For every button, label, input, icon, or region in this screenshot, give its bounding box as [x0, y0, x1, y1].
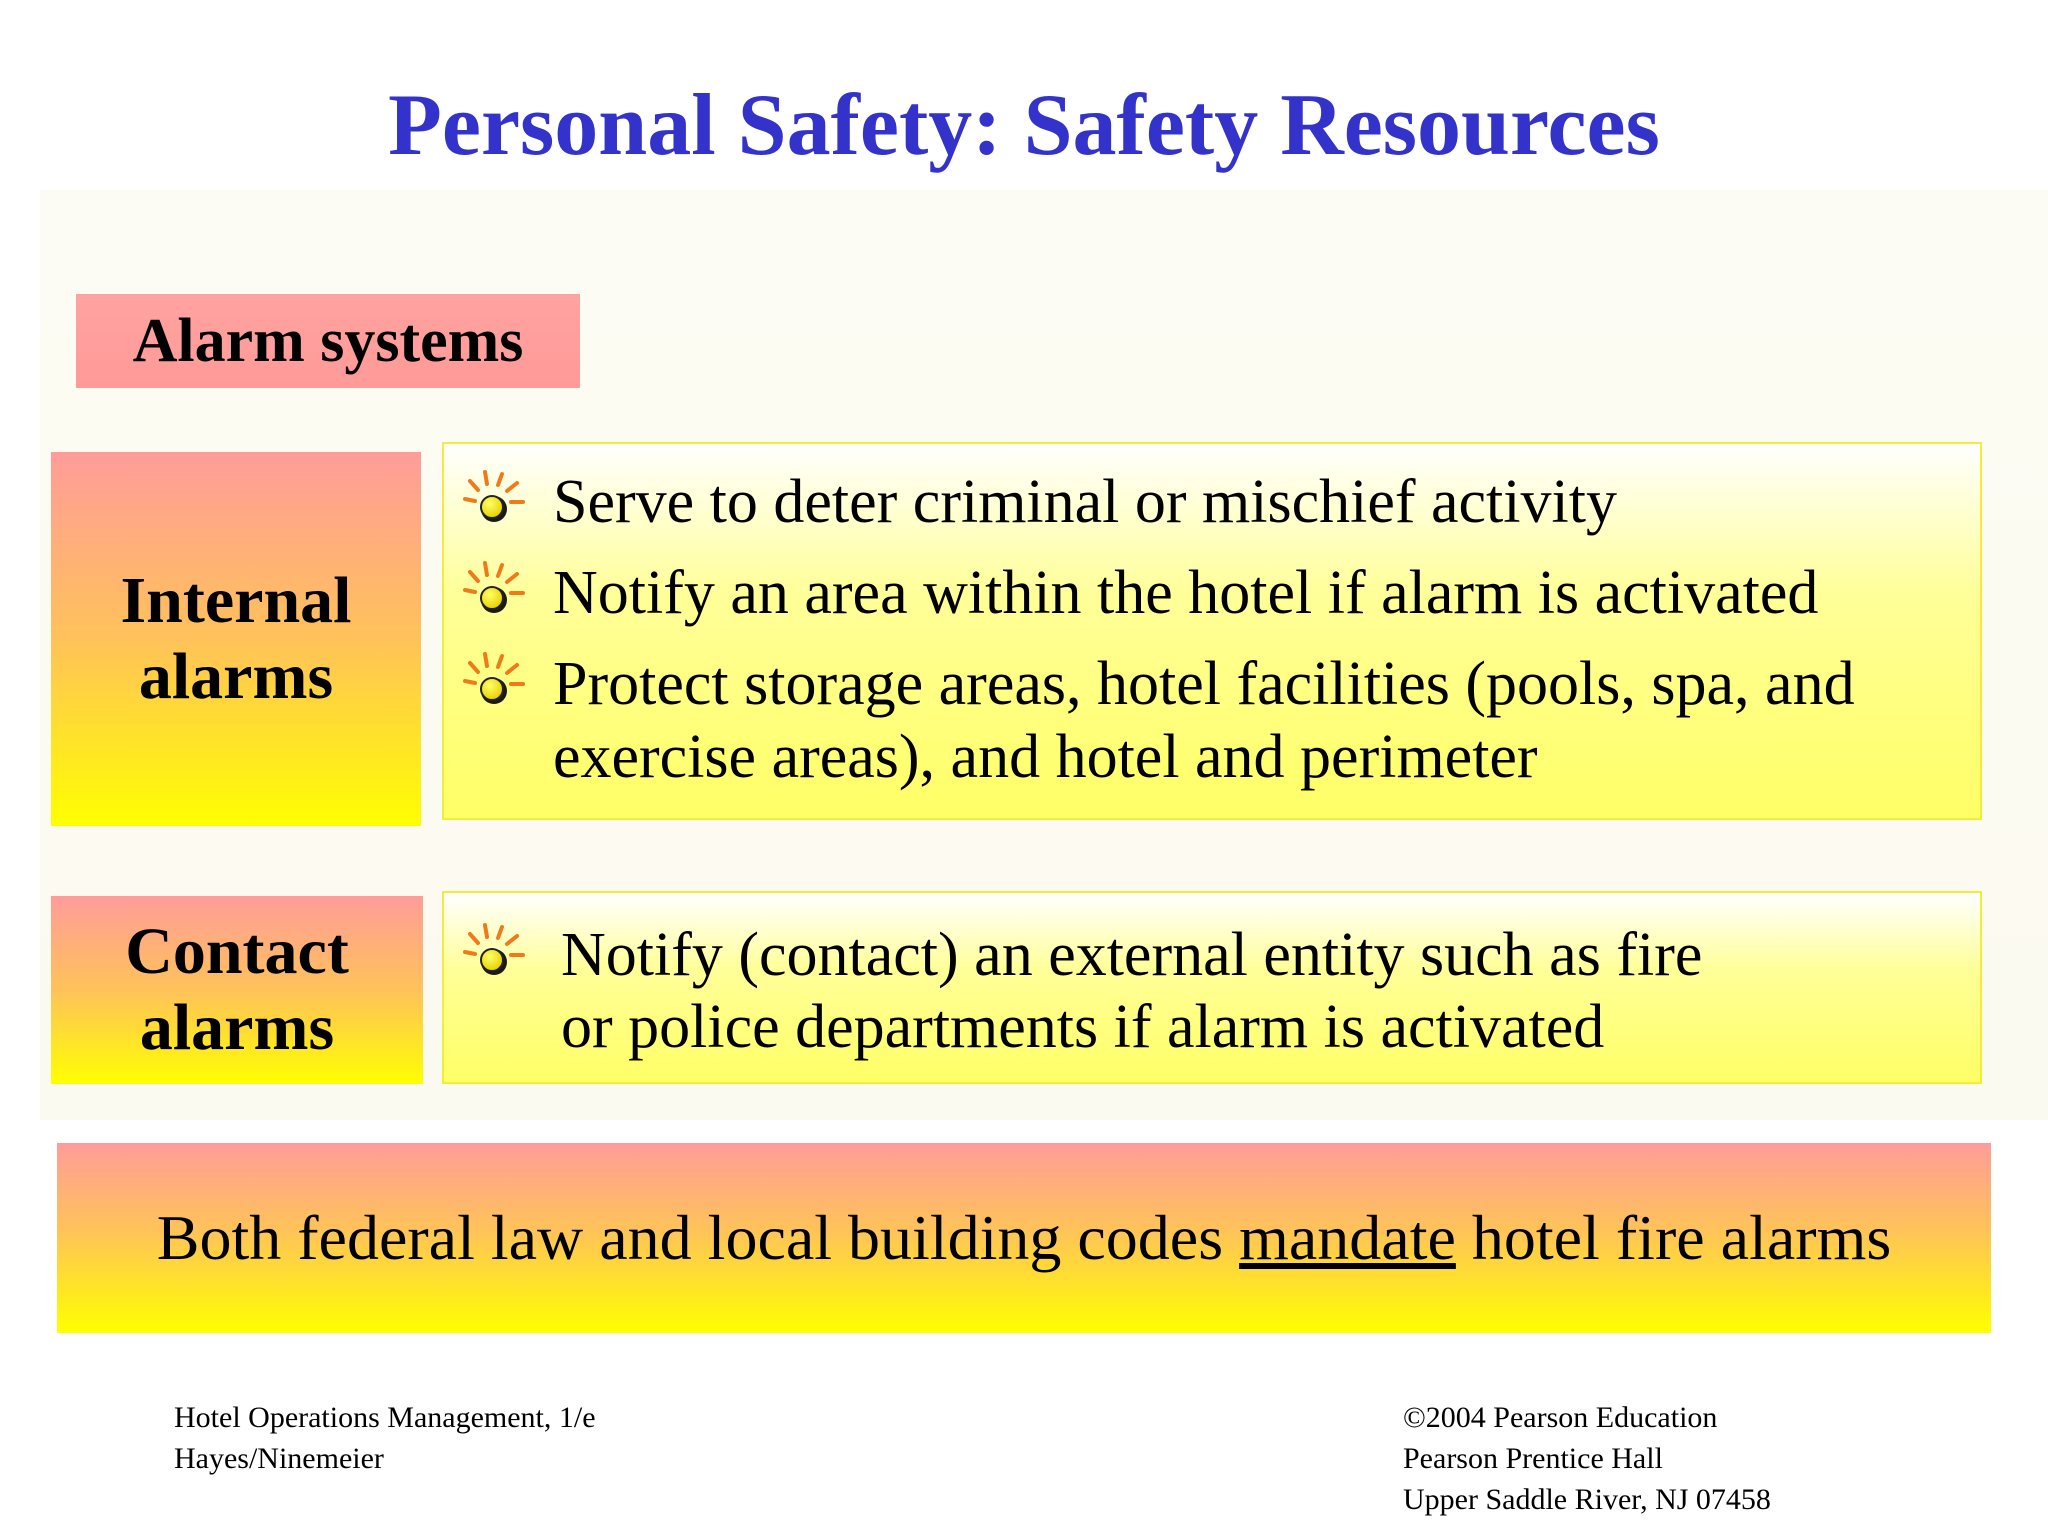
internal-alarms-label-line2: alarms: [138, 640, 334, 713]
internal-bullet-1: [553, 465, 1617, 539]
fire-alarm-mandate-banner: [57, 1143, 1991, 1333]
sunburst-bullet-icon: [461, 469, 527, 535]
footer-publisher: Pearson Prentice Hall: [1403, 1442, 1663, 1475]
sunburst-bullet-icon: [461, 922, 527, 988]
internal-bullet-2-text: Notify an area within the hotel if alarm is activated: [553, 559, 1819, 627]
internal-alarms-label-line1: Internal: [120, 564, 352, 638]
contact-alarms-label-line1: Contact: [125, 915, 349, 989]
footer-address: Upper Saddle River, NJ 07458: [1403, 1483, 1771, 1516]
sunburst-bullet-icon: [461, 560, 527, 626]
internal-alarms-label: [51, 452, 421, 826]
footer-right: [1403, 1397, 1771, 1520]
contact-bullet-1-continued: [561, 990, 1604, 1064]
contact-bullet-1: [561, 918, 1702, 992]
footer-book-title: Hotel Operations Management, 1/e: [174, 1401, 596, 1434]
contact-alarms-label: [51, 896, 423, 1084]
contact-alarms-label-line2: alarms: [139, 991, 335, 1064]
banner-text-after: hotel fire alarms: [1455, 1202, 1892, 1273]
internal-bullet-3-continued: [553, 720, 1538, 794]
internal-bullet-3-line2-text: exercise areas), and hotel and perimeter: [553, 723, 1538, 791]
internal-bullet-3-text: Protect storage areas, hotel facilities (pools, spa, and: [553, 650, 1855, 718]
slide-title: Personal Safety: Safety Resources: [388, 77, 1660, 174]
banner-text-before: Both federal law and local building codes: [156, 1202, 1240, 1273]
footer-authors: Hayes/Ninemeier: [174, 1442, 384, 1475]
contact-bullet-1-line2-text: or police departments if alarm is activated: [561, 993, 1605, 1061]
internal-bullet-2: [553, 556, 1818, 630]
internal-bullet-3: [553, 647, 1855, 721]
sunburst-bullet-icon: [461, 651, 527, 717]
banner-text-underlined: mandate: [1239, 1202, 1456, 1273]
footer-left: [174, 1397, 596, 1479]
footer-copyright: ©2004 Pearson Education: [1403, 1401, 1718, 1434]
contact-bullet-1-text: Notify (contact) an external entity such as fire: [561, 921, 1703, 989]
alarm-systems-label: Alarm systems: [76, 294, 580, 388]
internal-bullet-1-text: Serve to deter criminal or mischief activity: [553, 468, 1617, 536]
